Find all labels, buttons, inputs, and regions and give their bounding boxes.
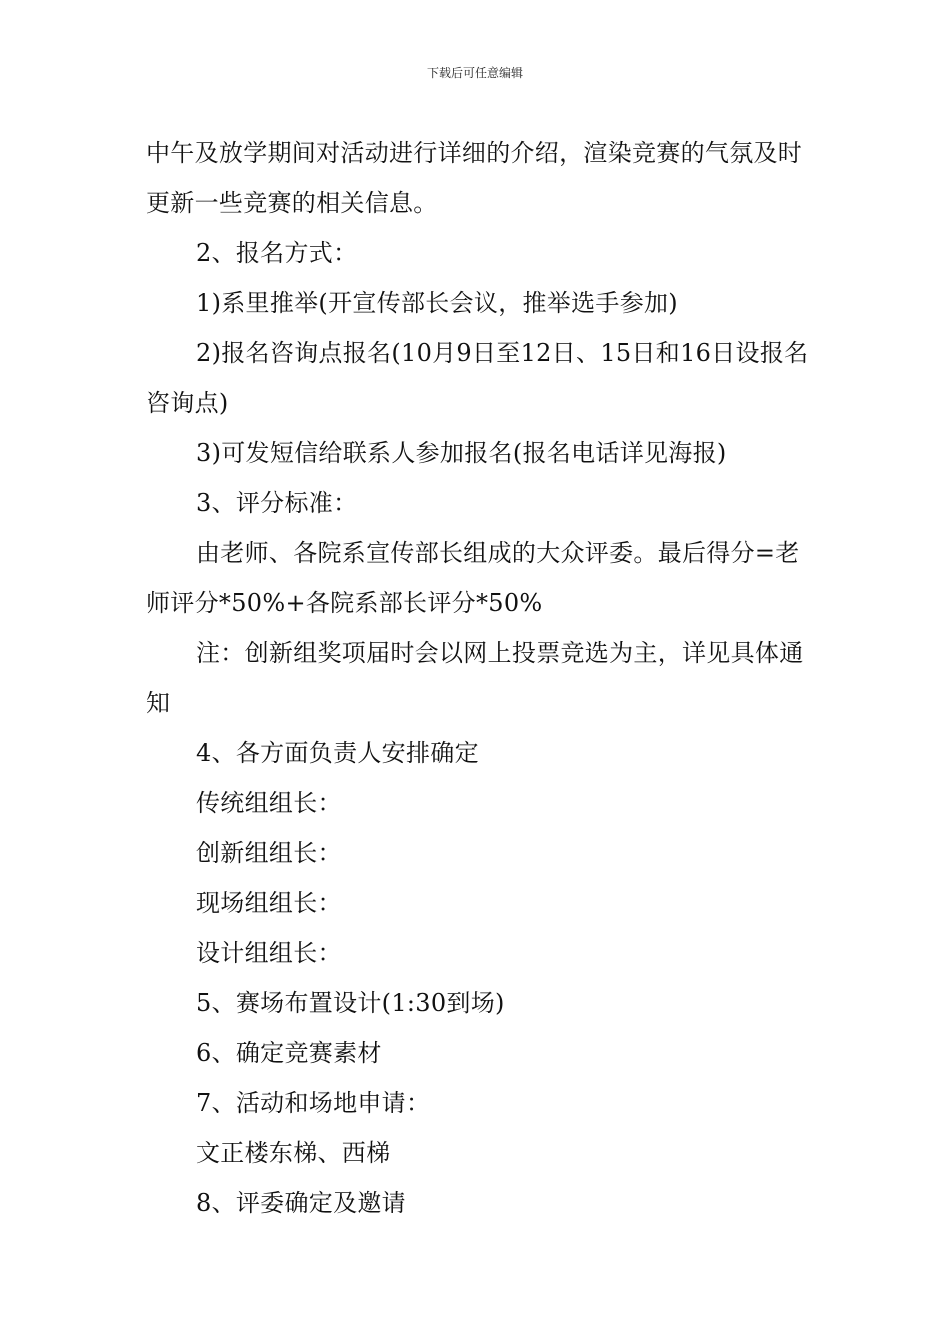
section-heading-venue-setup: 5、赛场布置设计(1:30到场) <box>196 989 505 1017</box>
list-item-registration-3: 3)可发短信给联系人参加报名(报名电话详见海报) <box>196 439 727 467</box>
list-item-design-leader: 设计组组长： <box>196 939 342 967</box>
list-item-onsite-leader: 现场组组长： <box>196 889 342 917</box>
list-item-traditional-leader: 传统组组长： <box>196 789 342 817</box>
section-heading-registration: 2、报名方式： <box>196 239 358 267</box>
section-heading-judges: 8、评委确定及邀请 <box>196 1189 406 1217</box>
section-heading-materials: 6、确定竞赛素材 <box>196 1039 382 1067</box>
paragraph-intro-continuation: 中午及放学期间对活动进行详细的介绍，渲染竞赛的气氛及时更新一些竞赛的相关信息。 <box>146 139 803 217</box>
section-heading-responsibilities: 4、各方面负责人安排确定 <box>196 739 479 767</box>
paragraph-scoring-note: 注：创新组奖项届时会以网上投票竞选为主，详见具体通知 <box>146 639 804 717</box>
paragraph-venue-location: 文正楼东梯、西梯 <box>196 1139 391 1167</box>
section-heading-scoring: 3、评分标准： <box>196 489 358 517</box>
list-item-registration-2: 2)报名咨询点报名(10月9日至12日、15日和16日设报名咨询点) <box>146 339 809 417</box>
list-item-innovation-leader: 创新组组长： <box>196 839 342 867</box>
section-heading-venue-application: 7、活动和场地申请： <box>196 1089 431 1117</box>
list-item-registration-1: 1)系里推举(开宣传部长会议，推举选手参加) <box>196 289 678 317</box>
document-body <box>146 128 810 1228</box>
paragraph-scoring-formula: 由老师、各院系宣传部长组成的大众评委。最后得分=老师评分*50%+各院系部长评分*50% <box>146 539 800 617</box>
page-header-note: 下载后可任意编辑 <box>426 66 523 80</box>
